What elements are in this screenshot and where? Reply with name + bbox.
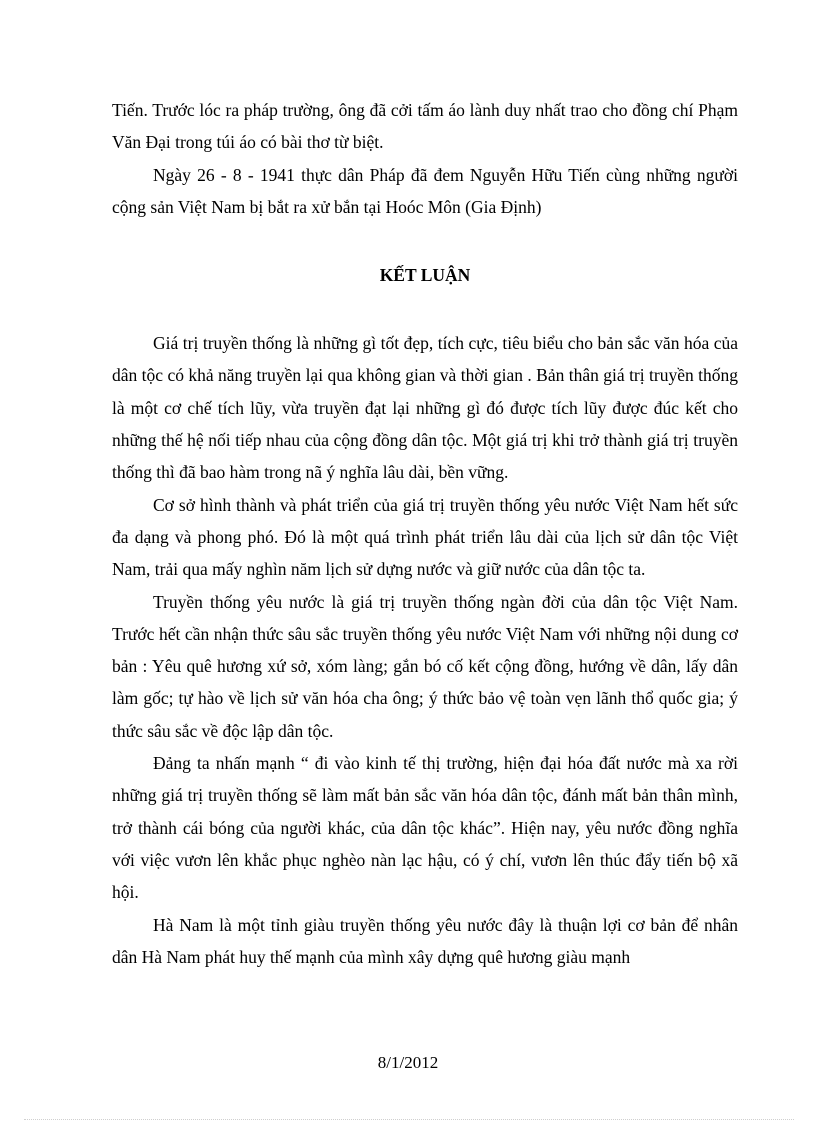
- paragraph: Truyền thống yêu nước là giá trị truyền thống ngàn đời của dân tộc Việt Nam. Trước hết cần nhận thức sâu sắc truyền thống yêu nước Việt Nam với những nội dung cơ bản : Yêu quê hương xứ sở, xóm làng; gắn bó cố kết cộng đồng, hướng về dân, lấy dân làm gốc; tự hào về lịch sử văn hóa cha ông; ý thức bảo vệ toàn vẹn lãnh thổ quốc gia; ý thức sâu sắc về độc lập dân tộc.: [112, 591, 738, 741]
- page-bottom-divider: [24, 1119, 794, 1120]
- paragraph: Đảng ta nhấn mạnh “ đi vào kinh tế thị trường, hiện đại hóa đất nước mà xa rời những giá trị truyền thống sẽ làm mất bản sắc văn hóa dân tộc, đánh mất bản thân mình, trở thành cái bóng của người khác, của dân tộc khác”. Hiện nay, yêu nước đồng nghĩa với việc vươn lên khắc phục nghèo nàn lạc hậu, có ý chí, vươn lên thúc đẩy tiến bộ xã hội.: [112, 753, 738, 903]
- paragraph-continuation: Tiến. Trước lóc ra pháp trường, ông đã cởi tấm áo lành duy nhất trao cho đồng chí Phạm Văn Đại trong túi áo có bài thơ từ biệt.: [112, 100, 738, 153]
- paragraph: Giá trị truyền thống là những gì tốt đẹp, tích cực, tiêu biểu cho bản sắc văn hóa của dân tộc có khả năng truyền lại qua không gian và thời gian . Bản thân giá trị truyền thống là một cơ chế tích lũy, vừa truyền đạt lại những gì đó được tích lũy được đúc kết cho những thế hệ nối tiếp nhau của cộng đồng dân tộc. Một giá trị khi trở thành giá trị truyền thống thì đã bao hàm trong nã ý nghĩa lâu dài, bền vững.: [112, 333, 738, 483]
- page-footer-date: 8/1/2012: [377, 1053, 439, 1072]
- section-heading: KẾT LUẬN: [379, 265, 471, 286]
- paragraph-execution-date: Ngày 26 - 8 - 1941 thực dân Pháp đã đem Nguyễn Hữu Tiến cùng những người cộng sản Việt Nam bị bắt ra xử bắn tại Hoóc Môn (Gia Định): [112, 164, 738, 217]
- paragraph: Hà Nam là một tỉnh giàu truyền thống yêu nước đây là thuận lợi cơ bản để nhân dân Hà Nam phát huy thế mạnh của mình xây dựng quê hương giàu mạnh: [112, 914, 738, 967]
- document-body: [112, 94, 738, 973]
- paragraph: Cơ sở hình thành và phát triển của giá trị truyền thống yêu nước Việt Nam hết sức đa dạng và phong phó. Đó là một quá trình phát triển lâu dài của lịch sử dân tộc Việt Nam, trải qua mấy nghìn năm lịch sử dựng nước và giữ nước của dân tộc ta.: [112, 494, 738, 580]
